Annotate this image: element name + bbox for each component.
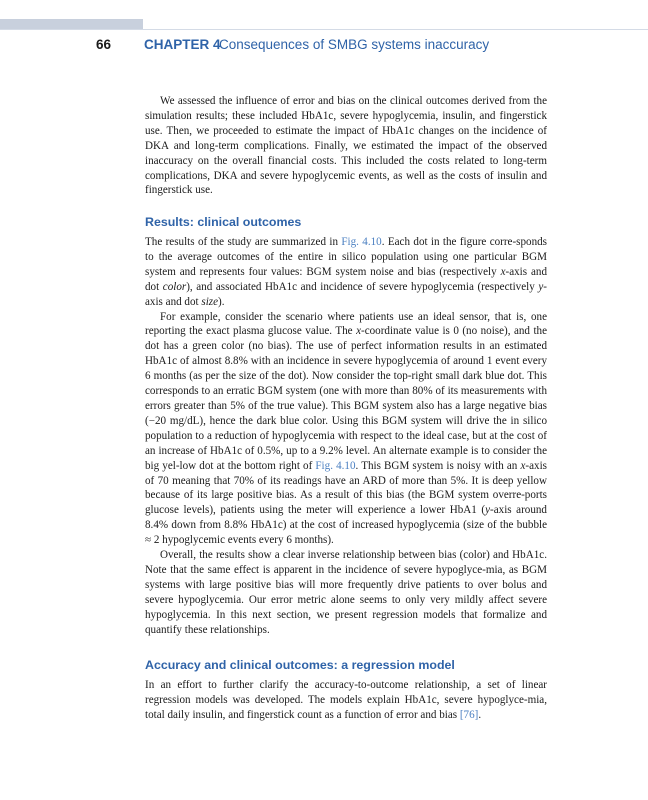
text-run: -axis around 8.4% down from 8.8% HbA1c) at the cost of increased hypoglycemia (size of the bubble ≈ 2 hypoglycemic events every 6 months). bbox=[145, 504, 547, 547]
text-run: x bbox=[356, 325, 361, 338]
intro-paragraph: We assessed the influence of error and bias on the clinical outcomes derived from the simulation results; these included HbA1c, severe hypoglycemia, insulin, and fingerstick use. Then, we proceeded to estimate the impact of HbA1c changes on the incidence of DKA and long-term complications. Finally, we estimated the impact of the observed inaccuracy on the overall financial costs. This included the costs related to long-term complications, DKA and severe hypoglycemic events, as well as the costs of insulin and fingerstick use. bbox=[145, 95, 547, 197]
header-rule bbox=[0, 29, 648, 30]
text-run: x bbox=[520, 459, 526, 472]
text-run: . This BGM system is noisy with an bbox=[355, 459, 521, 472]
regression-block bbox=[145, 678, 547, 723]
citation-link[interactable]: [76] bbox=[459, 708, 479, 721]
intro-block bbox=[145, 94, 547, 198]
text-run: -coordinate value is 0 (no noise), and the dot has a green color (no bias). The use of perfect information results in an estimated HbA1c of almost 8.8% with an incidence in severe hypoglycemia of around 1 event every 6 months (as per the size of the dot). Now consider the top-right small dark blue dot. This corresponds to an erratic BGM system (one with more than 80% of its measurements with errors greater than 5% of the true value). This BGM system also has a large negative bias (−20 mg/dL), hence the dark blue color. Using this BGM system will drive the in silico population to a reduction of hypoglycemia with respect to the ideal case, but at the cost of an increase of HbA1c of 0.5%, up to a 9.2% level. An alternate example is to consider the big yel-low dot at the bottom right of bbox=[145, 325, 547, 472]
text-run: . bbox=[478, 708, 482, 721]
text-run: size bbox=[201, 295, 219, 308]
text-run: ), and associated HbA1c and incidence of severe hypoglycemia (respectively bbox=[186, 280, 539, 293]
chapter-title: Consequences of SMBG systems inaccuracy bbox=[219, 37, 490, 52]
figure-link[interactable]: Fig. 4.10 bbox=[341, 236, 382, 248]
text-run: color bbox=[162, 280, 187, 293]
section-heading-results: Results: clinical outcomes bbox=[145, 215, 302, 229]
running-header bbox=[0, 36, 648, 54]
results-block bbox=[145, 235, 547, 637]
results-paragraph-1 bbox=[145, 235, 547, 310]
text-run: -axis and dot bbox=[145, 280, 547, 308]
text-run: -axis of 70 meaning that 70% of its readings have an ARD of more than 5%. It is deep yellow because of its large positive bias. As a result of this bias (the BGM system overre-ports glucose levels), patients using the meter will experience a lower HbA1 ( bbox=[145, 459, 547, 517]
text-run: -axis and dot bbox=[145, 265, 548, 293]
text-run: ). bbox=[218, 295, 225, 308]
page-number: 66 bbox=[96, 37, 112, 52]
section-heading-regression: Accuracy and clinical outcomes: a regression model bbox=[145, 658, 455, 672]
results-paragraph-3: Overall, the results show a clear inverse relationship between bias (color) and HbA1c. Note that the same effect is apparent in the incidence of severe hypoglyce-mia, as BGM systems with large positive bias will more frequently drive patients to over bolus and severe hypoglycemia. Our error metric alone seems to only very mildly affect severe hypoglycemia. In this next section, we present regression models that formalize and quantify these relationships. bbox=[145, 549, 547, 636]
text-run: . Each dot in the figure corre-sponds to the average outcomes of the entire in silico population using one particular BGM system and represents four values: BGM system noise and bias (respectively bbox=[145, 236, 548, 278]
text-run: x bbox=[500, 265, 506, 278]
regression-paragraph-1 bbox=[145, 678, 547, 723]
text-run: For example, consider the scenario where patients use an ideal sensor, that is, one reporting the exact plasma glucose value. The bbox=[145, 310, 547, 338]
text-run: The results of the study are summarized in bbox=[145, 236, 342, 248]
results-paragraph-2 bbox=[145, 310, 547, 549]
text-run: In an effort to further clarify the accuracy-to-outcome relationship, a set of linear regression models was developed. The models explain HbA1c, severe hypoglyce-mia, total daily insulin, and fingerstick count as a function of error and bias bbox=[145, 679, 547, 721]
text-run: y bbox=[485, 504, 491, 517]
chapter-label: CHAPTER 4 bbox=[144, 37, 221, 52]
text-run: y bbox=[538, 280, 544, 293]
figure-link[interactable]: Fig. 4.10 bbox=[315, 459, 356, 472]
